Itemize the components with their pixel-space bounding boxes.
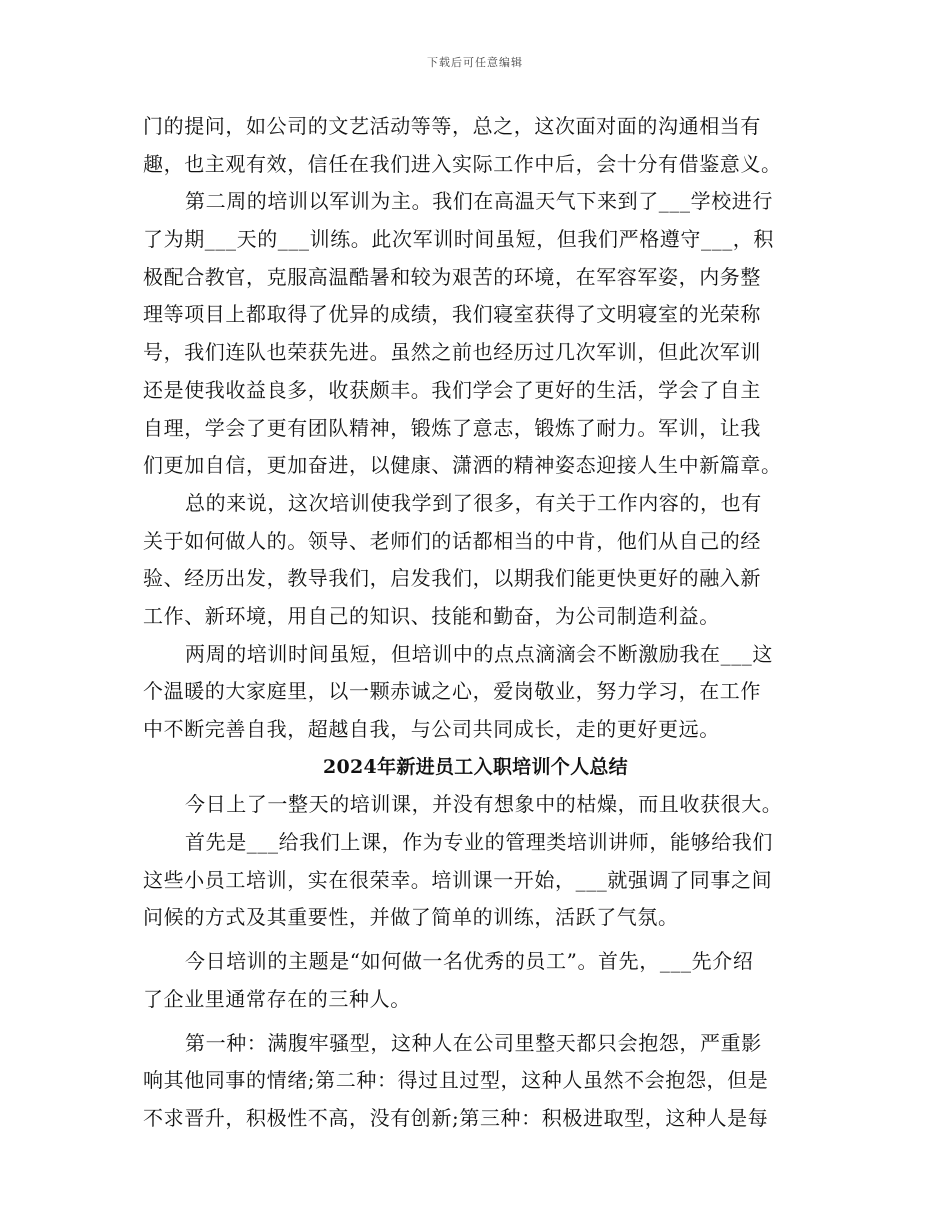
text-line: 极配合教官，克服高温酷暑和较为艰苦的环境，在军容军姿，内务整 bbox=[143, 264, 761, 289]
text-line: 了为期___天的___训练。此次军训时间虽短，但我们严格遵守___，积 bbox=[143, 227, 774, 252]
text-line: 门的提问，如公司的文艺活动等等，总之，这次面对面的沟通相当有 bbox=[143, 114, 761, 138]
text-line: 响其他同事的情绪;第二种：得过且过型，这种人虽然不会抱怨，但是 bbox=[143, 1068, 769, 1093]
paragraph-start-line: 今日上了一整天的培训课，并没有想象中的枯燥，而且收获很大。 bbox=[185, 792, 783, 817]
text-line: 问候的方式及其重要性，并做了简单的训练，活跃了气氛。 bbox=[143, 905, 679, 930]
paragraph-start-line: 第一种：满腹牢骚型，这种人在公司里整天都只会抱怨，严重影 bbox=[185, 1030, 762, 1055]
section-title: 2024年新进员工入职培训个人总结 bbox=[323, 755, 628, 778]
paragraph-start-line: 今日培训的主题是“如何做一名优秀的员工”。首先，___先介绍 bbox=[185, 949, 754, 974]
text-line: 们更加自信，更加奋进，以健康、潇洒的精神姿态迎接人生中新篇章。 bbox=[143, 453, 782, 478]
text-line: 中不断完善自我，超越自我，与公司共同成长，走的更好更远。 bbox=[143, 717, 720, 741]
text-line: 个温暖的大家庭里，以一颗赤诚之心，爱岗敬业，努力学习，在工作 bbox=[143, 679, 761, 704]
paragraph-start-line: 首先是___给我们上课，作为专业的管理类培训讲师，能够给我们 bbox=[185, 830, 773, 855]
text-line: 还是使我收益良多，收获颇丰。我们学会了更好的生活，学会了自主 bbox=[143, 377, 761, 402]
text-line: 工作、新环境，用自己的知识、技能和勤奋，为公司制造利益。 bbox=[143, 603, 720, 628]
text-line: 了企业里通常存在的三种人。 bbox=[143, 986, 411, 1011]
text-line: 理等项目上都取得了优异的成绩，我们寝室获得了文明寝室的光荣称 bbox=[143, 302, 761, 327]
text-line: 号，我们连队也荣获先进。虽然之前也经历过几次军训，但此次军训 bbox=[143, 340, 761, 365]
text-line: 不求晋升，积极性不高，没有创新;第三种：积极进取型，这种人是每 bbox=[143, 1105, 769, 1130]
paragraph-start-line: 第二周的培训以军训为主。我们在高温天气下来到了___学校进行 bbox=[185, 189, 773, 214]
document-body bbox=[143, 108, 808, 1138]
paragraph-start-line: 两周的培训时间虽短，但培训中的点点滴滴会不断激励我在___这 bbox=[185, 641, 773, 666]
text-line: 验、经历出发，教导我们，启发我们，以期我们能更快更好的融入新 bbox=[143, 566, 761, 591]
text-line: 趣，也主观有效，信任在我们进入实际工作中后，会十分有借鉴意义。 bbox=[143, 151, 782, 176]
text-line: 这些小员工培训，实在很荣幸。培训课一开始，___就强调了同事之间 bbox=[143, 867, 773, 892]
header-note: 下载后可任意编辑 bbox=[427, 56, 523, 69]
paragraph-start-line: 总的来说，这次培训使我学到了很多，有关于工作内容的，也有 bbox=[185, 490, 762, 515]
text-line: 自理，学会了更有团队精神，锻炼了意志，锻炼了耐力。军训，让我 bbox=[143, 415, 761, 440]
text-line: 关于如何做人的。领导、老师们的话都相当的中肯，他们从自己的经 bbox=[143, 528, 761, 553]
